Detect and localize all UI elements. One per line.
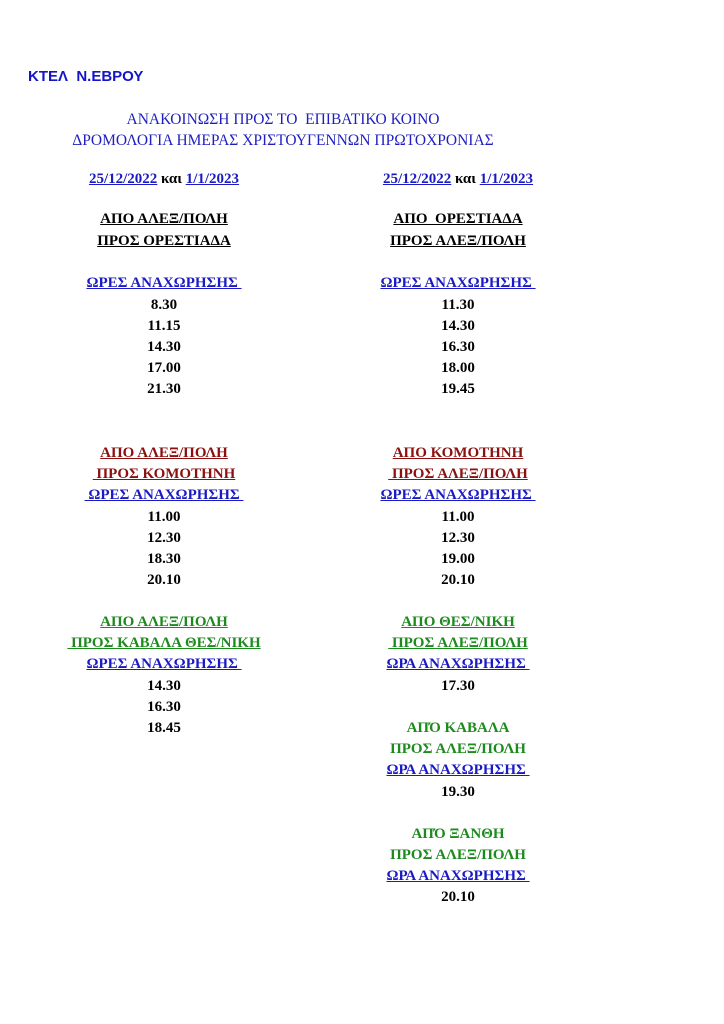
right-r3-to: ΠΡΟΣ ΑΛΕΞ/ΠΟΛΗ (388, 635, 528, 651)
right-r2-time: 19.00 (441, 551, 475, 567)
right-r4-to: ΠΡΟΣ ΑΛΕΞ/ΠΟΛΗ (390, 741, 526, 757)
right-date-1[interactable]: 25/12/2022 (382, 171, 452, 187)
left-r3-time: 14.30 (147, 678, 181, 694)
right-r3-time: 17.30 (441, 678, 475, 694)
announcement-title: ΑΝΑΚΟΙΝΩΣΗ ΠΡΟΣ ΤΟ ΕΠΙΒΑΤΙΚΟ ΚΟΙΝΟ (126, 111, 440, 128)
announcement-subtitle: ΔΡΟΜΟΛΟΓΙΑ ΗΜΕΡΑΣ ΧΡΙΣΤΟΥΓΕΝΝΩΝ ΠΡΩΤΟΧΡΟΝΙΑΣ (72, 132, 494, 149)
left-r2-time: 20.10 (147, 572, 181, 588)
right-r1-time: 19.45 (441, 381, 475, 397)
left-r3-to: ΠΡΟΣ ΚΑΒΑΛΑ ΘΕΣ/ΝΙΚΗ (67, 635, 261, 651)
right-r3-departures-label[interactable]: ΩΡΑ ΑΝΑΧΩΡΗΣΗΣ (386, 656, 530, 672)
right-date-conj: και (451, 171, 480, 187)
left-r2-departures-label[interactable]: ΩΡΕΣ ΑΝΑΧΩΡΗΣΗΣ (84, 487, 244, 503)
left-date-line (89, 172, 239, 187)
right-r1-time: 14.30 (441, 318, 475, 334)
right-r1-time: 11.30 (441, 297, 475, 313)
right-r3-from: ΑΠΟ ΘΕΣ/ΝΙΚΗ (401, 614, 515, 630)
left-date-conj: και (157, 171, 186, 187)
org-name: ΚΤΕΛ Ν.ΕΒΡΟΥ (28, 68, 144, 85)
left-r2-time: 11.00 (147, 509, 181, 525)
left-r1-to: ΠΡΟΣ ΟΡΕΣΤΙΑΔΑ (97, 233, 231, 249)
left-r3-time: 16.30 (147, 699, 181, 715)
right-r5-from: ΑΠΌ ΞΑΝΘΗ (411, 826, 505, 842)
right-r1-time: 18.00 (441, 360, 475, 376)
left-r2-time: 12.30 (147, 530, 181, 546)
left-r2-to: ΠΡΟΣ ΚΟΜΟΤΗΝΗ (92, 466, 236, 482)
right-date-2[interactable]: 1/1/2023 (479, 171, 534, 187)
left-r1-departures-label[interactable]: ΩΡΕΣ ΑΝΑΧΩΡΗΣΗΣ (86, 275, 242, 291)
left-r1-time: 17.00 (147, 360, 181, 376)
left-r1-time: 14.30 (147, 339, 181, 355)
right-r1-time: 16.30 (441, 339, 475, 355)
right-r5-time: 20.10 (441, 889, 475, 905)
left-r3-from: ΑΠΟ ΑΛΕΞ/ΠΟΛΗ (100, 614, 228, 630)
right-r1-to: ΠΡΟΣ ΑΛΕΞ/ΠΟΛΗ (390, 233, 526, 249)
right-r2-to: ΠΡΟΣ ΑΛΕΞ/ΠΟΛΗ (388, 466, 528, 482)
right-r5-departures-label[interactable]: ΩΡΑ ΑΝΑΧΩΡΗΣΗΣ (386, 868, 530, 884)
right-r4-departures-label[interactable]: ΩΡΑ ΑΝΑΧΩΡΗΣΗΣ (386, 762, 530, 778)
left-r3-time: 18.45 (147, 720, 181, 736)
right-r2-from: ΑΠΟ ΚΟΜΟΤΗΝΗ (392, 445, 524, 461)
left-r2-time: 18.30 (147, 551, 181, 567)
right-r2-time: 12.30 (441, 530, 475, 546)
right-r4-time: 19.30 (441, 784, 475, 800)
left-r1-from: ΑΠΟ ΑΛΕΞ/ΠΟΛΗ (100, 211, 228, 227)
right-r2-time: 20.10 (441, 572, 475, 588)
left-date-2[interactable]: 1/1/2023 (185, 171, 240, 187)
left-r2-from: ΑΠΟ ΑΛΕΞ/ΠΟΛΗ (100, 445, 228, 461)
right-r4-from: ΑΠΌ ΚΑΒΑΛΑ (406, 720, 510, 736)
right-r1-departures-label[interactable]: ΩΡΕΣ ΑΝΑΧΩΡΗΣΗΣ (380, 275, 536, 291)
left-r3-departures-label[interactable]: ΩΡΕΣ ΑΝΑΧΩΡΗΣΗΣ (86, 656, 242, 672)
right-date-line (383, 172, 533, 187)
right-r1-from: ΑΠΟ ΟΡΕΣΤΙΑΔΑ (393, 211, 523, 227)
left-r1-time: 21.30 (147, 381, 181, 397)
right-r5-to: ΠΡΟΣ ΑΛΕΞ/ΠΟΛΗ (390, 847, 526, 863)
right-r2-departures-label[interactable]: ΩΡΕΣ ΑΝΑΧΩΡΗΣΗΣ (380, 487, 536, 503)
left-date-1[interactable]: 25/12/2022 (88, 171, 158, 187)
left-r1-time: 8.30 (150, 297, 178, 313)
left-r1-time: 11.15 (147, 318, 181, 334)
right-r2-time: 11.00 (441, 509, 475, 525)
